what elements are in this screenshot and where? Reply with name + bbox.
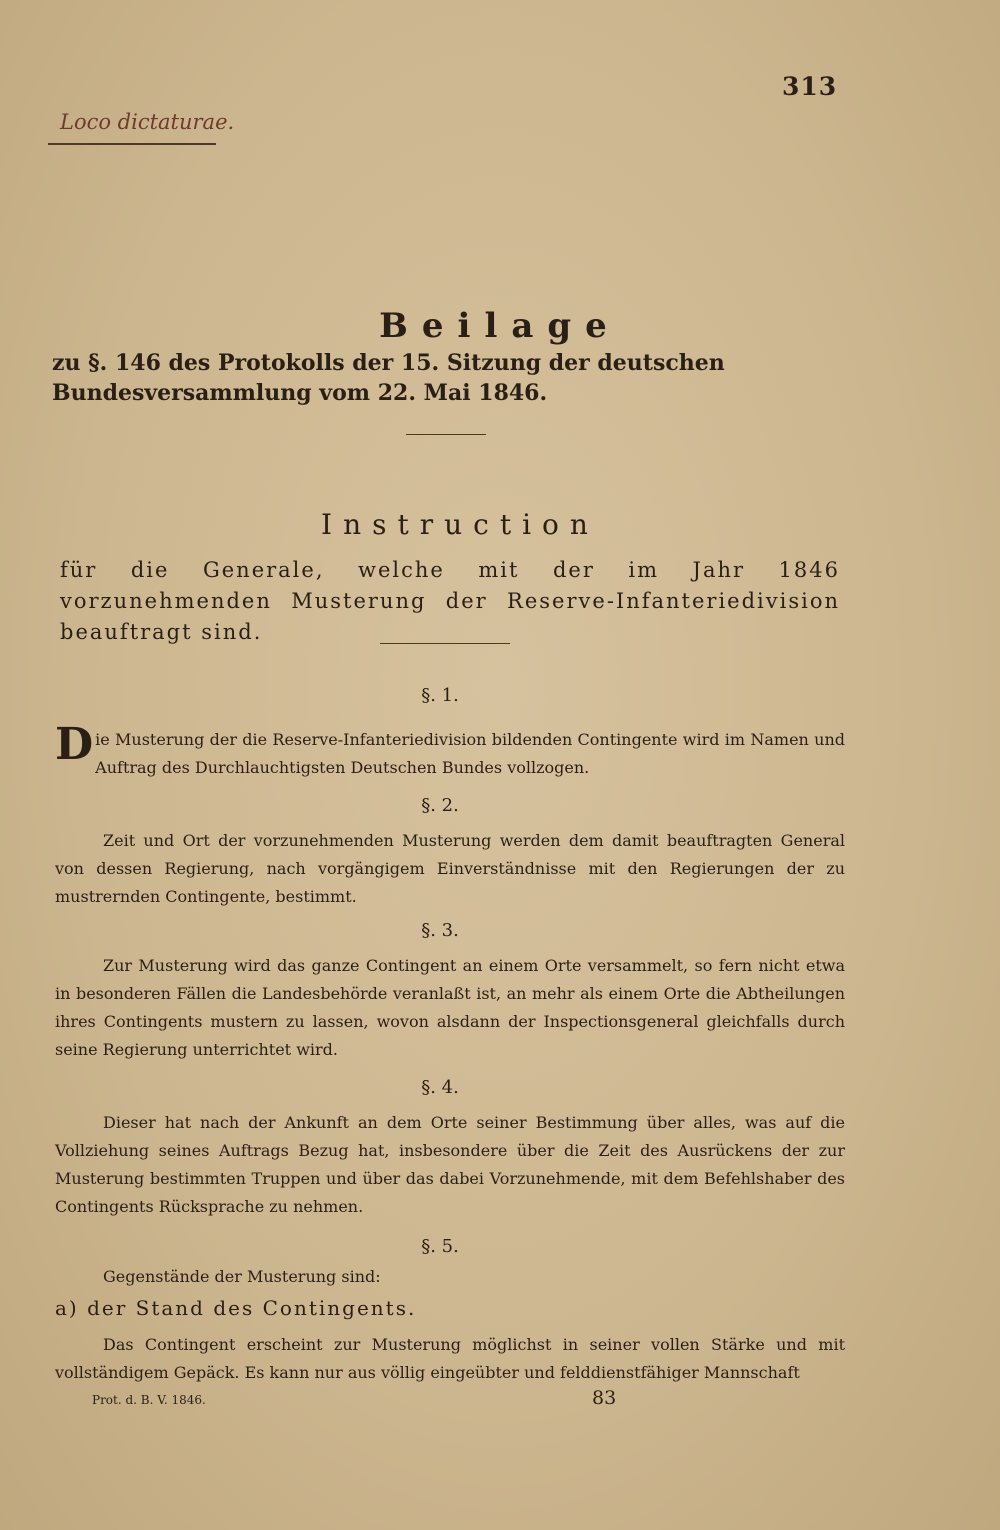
item-a-heading: a) der Stand des Contingents.: [55, 1296, 417, 1320]
divider: [406, 434, 486, 435]
section-paragraph: Zeit und Ort der vorzunehmenden Musterung werden dem damit beauftragten General von dessen Regierung, nach vorgängigem Einverständnisse mit den Regierungen der zu mustrernden Contingente, bestimmt.: [55, 831, 845, 906]
section-label: §. 1.: [421, 685, 459, 706]
instruction-subheading: für die Generale, welche mit der im Jahr 1846 vorzunehmenden Musterung der Reserve-Infanteriedivision beauftragt sind.: [60, 558, 840, 644]
section-label: §. 2.: [421, 795, 459, 816]
section-text: ie Musterung der die Reserve-Infanteriedivision bildenden Contingente wird im Namen und Auftrag des Durchlauchtigsten Deutschen Bundes vollzogen.: [95, 730, 845, 777]
section-paragraph: Dieser hat nach der Ankunft an dem Orte seiner Bestimmung über alles, was auf die Vollziehung seines Auftrags Bezug hat, insbesondere über die Zeit des Ausrückens der zur Musterung bestimmten Truppen und über das dabei Vorzunehmende, mit dem Befehlshaber des Contingents Rücksprache zu nehmen.: [55, 1113, 845, 1216]
page-title: Beilage: [379, 306, 621, 346]
drop-cap: D: [55, 719, 94, 770]
section-paragraph: Zur Musterung wird das ganze Contingent an einem Orte versammelt, so fern nicht etwa in besonderen Fällen die Landesbehörde veranlaßt ist, an mehr als einem Orte die Abtheilungen ihres Contingents mustern zu lassen, wovon alsdann der Inspectionsgeneral gleichfalls durch seine Regierung unterrichtet wird.: [55, 956, 845, 1059]
section-paragraph: [55, 719, 845, 782]
footer-sheet-number: 83: [592, 1387, 617, 1409]
loco-underline: [48, 143, 216, 145]
section-label: §. 4.: [421, 1077, 459, 1098]
instruction-heading: Instruction: [321, 508, 599, 541]
section-label: §. 5.: [421, 1236, 459, 1257]
loco-dictaturae: Loco dictaturae.: [60, 110, 235, 134]
section-label: §. 3.: [421, 920, 459, 941]
section-paragraph: Gegenstände der Musterung sind:: [103, 1267, 381, 1286]
page-number: 313: [782, 72, 838, 101]
divider: [380, 643, 510, 644]
footer-reference: Prot. d. B. V. 1846.: [92, 1393, 206, 1407]
page-subtitle: zu §. 146 des Protokolls der 15. Sitzung der deutschen Bundesversammlung vom 22. Mai 1846.: [52, 350, 725, 406]
section-paragraph: Das Contingent erscheint zur Musterung möglichst in seiner vollen Stärke und mit vollständigem Gepäck. Es kann nur aus völlig eingeübter und felddienstfähiger Mannschaft: [55, 1335, 845, 1382]
